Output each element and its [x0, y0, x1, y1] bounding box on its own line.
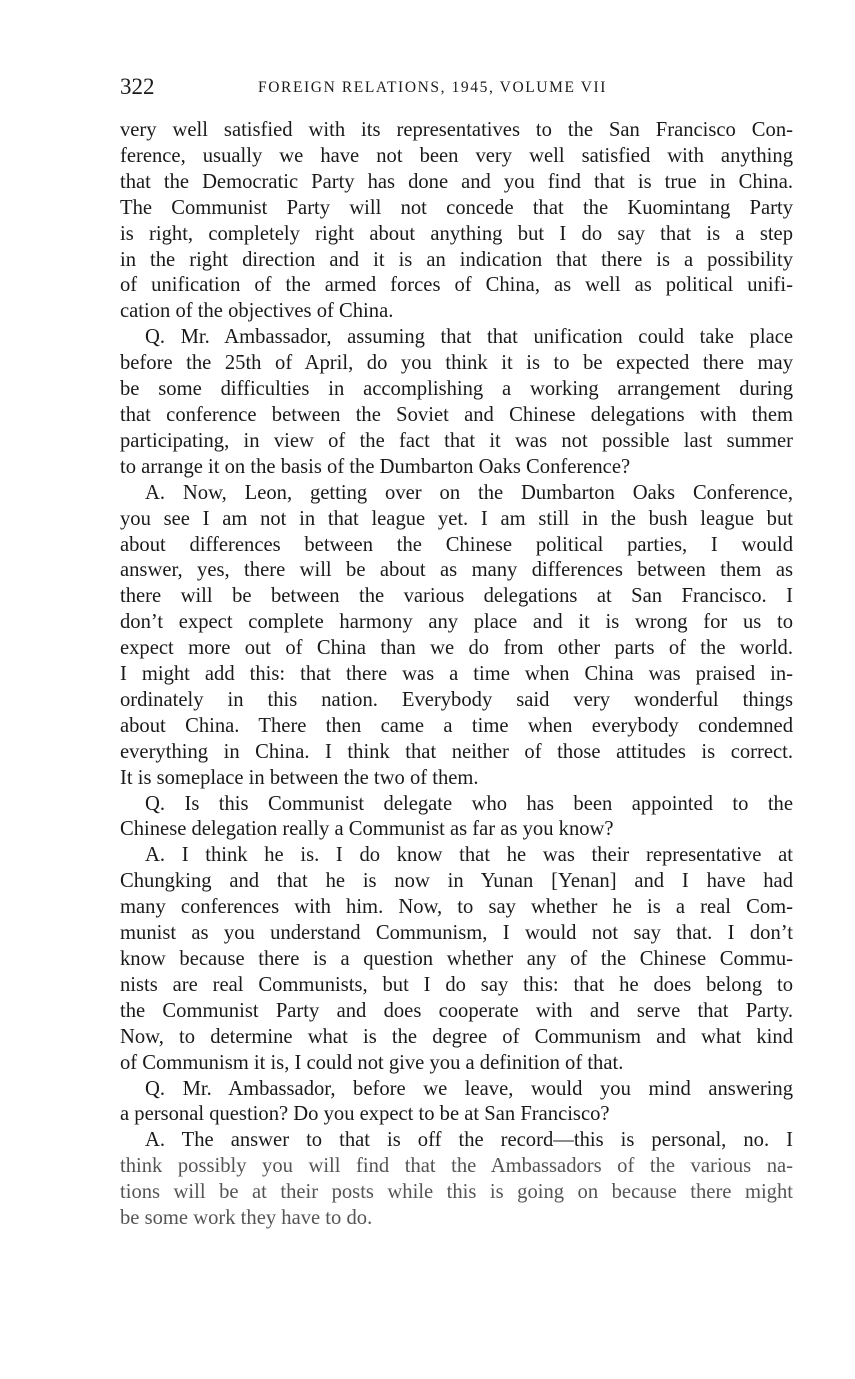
text-line: Q. Mr. Ambassador, assuming that that unification could take place	[145, 326, 793, 349]
text-line: A. Now, Leon, getting over on the Dumbarton Oaks Conference,	[145, 481, 793, 504]
text-line: you see I am not in that league yet. I am still in the bush league but	[120, 507, 793, 530]
text-line: before the 25th of April, do you think it is to be expected there may	[120, 352, 793, 375]
text-line: that conference between the Soviet and Chinese delegations with them	[120, 403, 793, 426]
text-line: tions will be at their posts while this is going on because there might	[120, 1181, 793, 1204]
text-line: Chungking and that he is now in Yunan [Yenan] and I have had	[120, 870, 793, 893]
text-line: munist as you understand Communism, I would not say that. I don’t	[120, 922, 793, 945]
text-line: expect more out of China than we do from other parts of the world.	[120, 637, 793, 660]
text-line: I might add this: that there was a time when China was praised in-	[120, 663, 793, 686]
text-line: A. The answer to that is off the record—this is personal, no. I	[145, 1129, 793, 1152]
text-line: in the right direction and it is an indication that there is a possibility	[120, 248, 793, 271]
text-line: be some difficulties in accomplishing a working arrangement during	[120, 378, 793, 401]
paragraph	[120, 843, 793, 1076]
text-line: cation of the objectives of China.	[120, 300, 394, 323]
paragraph	[120, 1077, 793, 1129]
text-line: ference, usually we have not been very well satisfied with anything	[120, 144, 793, 167]
text-line: participating, in view of the fact that it was not possible last summer	[120, 429, 793, 452]
text-line: there will be between the various delegations at San Francisco. I	[120, 585, 793, 608]
text-line: of unification of the armed forces of China, as well as political unifi-	[120, 274, 793, 297]
text-line: answer, yes, there will be about as many differences between them as	[120, 559, 793, 582]
paragraph	[120, 1128, 793, 1232]
paragraph	[120, 325, 793, 480]
text-line: everything in China. I think that neither of those attitudes is correct.	[120, 740, 793, 763]
text-line: ordinately in this nation. Everybody said very wonderful things	[120, 688, 793, 711]
text-line: The Communist Party will not concede that the Kuomintang Party	[120, 196, 793, 219]
text-line: A. I think he is. I do know that he was their representative at	[145, 844, 793, 867]
text-line: to arrange it on the basis of the Dumbarton Oaks Conference?	[120, 455, 631, 478]
text-line: think possibly you will find that the Ambassadors of the various na-	[120, 1155, 793, 1178]
text-line: very well satisfied with its representatives to the San Francisco Con-	[120, 119, 793, 141]
paragraph	[120, 792, 793, 844]
paragraph	[120, 118, 793, 325]
text-line: of Communism it is, I could not give you a definition of that.	[120, 1051, 624, 1074]
text-line: Q. Mr. Ambassador, before we leave, would you mind answering	[145, 1077, 793, 1100]
text-line: the Communist Party and does cooperate with and serve that Party.	[120, 999, 793, 1022]
text-line: know because there is a question whether any of the Chinese Commu-	[120, 948, 793, 970]
text-line: about China. There then came a time when everybody condemned	[120, 714, 793, 737]
page-number: 322	[120, 74, 155, 99]
text-line: be some work they have to do.	[120, 1207, 373, 1230]
text-line: nists are real Communists, but I do say this: that he does belong to	[120, 973, 793, 996]
text-line: It is someplace in between the two of them.	[120, 766, 479, 789]
text-line: many conferences with him. Now, to say whether he is a real Com-	[120, 896, 793, 919]
text-line: Chinese delegation really a Communist as far as you know?	[120, 818, 614, 841]
text-line: don’t expect complete harmony any place and it is wrong for us to	[120, 611, 793, 634]
text-line: Q. Is this Communist delegate who has been appointed to the	[145, 792, 793, 815]
paragraph	[120, 481, 793, 792]
text-line: Now, to determine what is the degree of Communism and what kind	[120, 1025, 793, 1048]
text-line: is right, completely right about anything but I do say that is a step	[120, 222, 793, 245]
running-head	[120, 72, 796, 102]
body-text	[120, 118, 793, 1232]
text-line: a personal question? Do you expect to be at San Francisco?	[120, 1103, 610, 1126]
text-line: about differences between the Chinese political parties, I would	[120, 533, 793, 556]
running-title: FOREIGN RELATIONS, 1945, VOLUME VII	[258, 79, 608, 96]
text-line: that the Democratic Party has done and you find that is true in China.	[120, 170, 793, 193]
